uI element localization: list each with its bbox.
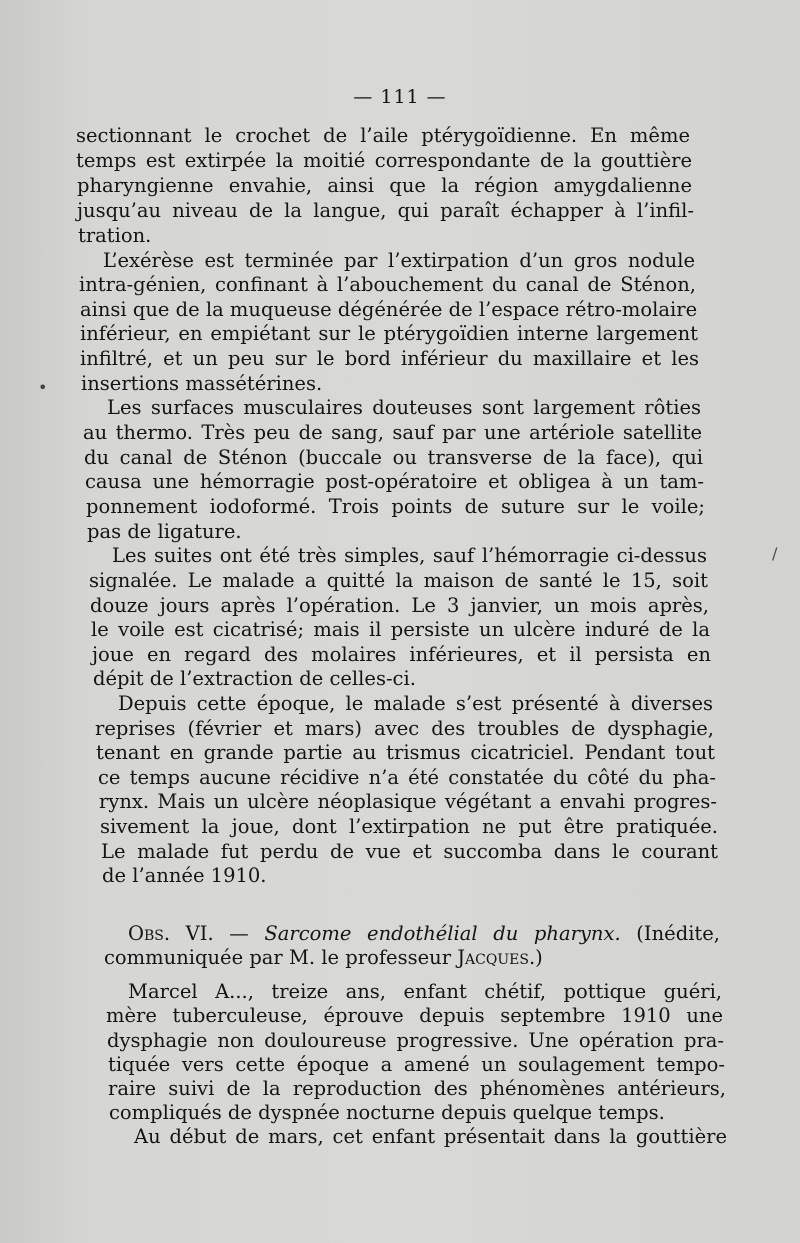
text-line: inférieur, en empiétant sur le ptérygoïdien interne largement <box>80 322 698 345</box>
page-number: — 111 — <box>353 86 447 108</box>
text-line: tenant en grande partie au trismus cicatriciel. Pendant tout <box>96 741 715 764</box>
text-line: ce temps aucune récidive n’a été constatée du côté du pha- <box>98 766 716 789</box>
text-line: rynx. Mais un ulcère néoplasique végétant a envahi progres- <box>99 790 717 813</box>
text-line: signalée. Le malade a quitté la maison de santé le 15, soit <box>89 569 708 592</box>
text-line: tration. <box>78 224 152 247</box>
text-line: ainsi que de la muqueuse dégénérée de l’espace rétro-molaire <box>80 298 698 321</box>
text-line: tiquée vers cette époque a amené un soulagement tempo- <box>108 1053 725 1076</box>
text-line: dysphagie non douloureuse progressive. Une opération pra- <box>107 1029 724 1052</box>
text-line: compliqués de dyspnée nocturne depuis quelque temps. <box>109 1101 665 1124</box>
text-line: sivement la joue, dont l’extirpation ne put être pratiquée. <box>100 815 718 838</box>
text-line: ponnement iodoformé. Trois points de suture sur le voile; <box>86 495 705 518</box>
text-line: infiltré, et un peu sur le bord inférieur du maxillaire et les <box>80 347 699 370</box>
text-line: pas de ligature. <box>87 520 242 543</box>
obs-note-start: (Inédite, <box>636 922 721 945</box>
text-line: mère tuberculeuse, éprouve depuis septembre 1910 une <box>106 1004 723 1027</box>
text-line: pharyngienne envahie, ainsi que la région amygdalienne <box>77 174 692 197</box>
margin-mark: / <box>772 544 778 563</box>
obs-note-end: .) <box>528 946 543 969</box>
obs-author: Jacques <box>457 946 529 969</box>
text-line: reprises (février et mars) avec des troubles de dysphagie, <box>95 717 714 740</box>
text-line: L’exérèse est terminée par l’extirpation d’un gros nodule <box>103 249 695 272</box>
obs-label: Obs. VI. <box>128 922 214 945</box>
text-line: intra-génien, confinant à l’abouchement du canal de Sténon, <box>79 273 696 296</box>
text-line: sectionnant le crochet de l’aile ptérygoïdienne. En même <box>76 124 690 147</box>
text-line: dépit de l’extraction de celles-ci. <box>93 667 416 690</box>
text-line: causa une hémorragie post-opératoire et obligea à un tam- <box>85 470 704 493</box>
text-line: Le malade fut perdu de vue et succomba dans le courant <box>101 840 718 863</box>
observation-heading-line2 <box>104 946 543 970</box>
text-line: Depuis cette époque, le malade s’est présenté à diverses <box>118 692 713 715</box>
obs-dash: — <box>229 922 249 945</box>
observation-heading <box>128 922 720 946</box>
text-line: joue en regard des molaires inférieures, et il persista en <box>92 643 711 666</box>
text-line: Les surfaces musculaires douteuses sont largement rôties <box>107 396 701 419</box>
obs-title: Sarcome endothélial du pharynx. <box>264 922 621 945</box>
text-line: Au début de mars, cet enfant présentait dans la gouttière <box>134 1125 727 1148</box>
text-line: Marcel A..., treize ans, enfant chétif, pottique guéri, <box>128 980 722 1003</box>
obs-note-text: communiquée par M. le professeur <box>104 946 452 969</box>
text-line: douze jours après l’opération. Le 3 janvier, un mois après, <box>90 594 709 617</box>
text-line: de l’année 1910. <box>102 864 267 887</box>
text-line: temps est extirpée la moitié correspondante de la gouttière <box>76 149 692 172</box>
text-line: du canal de Sténon (buccale ou transverse de la face), qui <box>84 446 703 469</box>
text-line: le voile est cicatrisé; mais il persiste un ulcère induré de la <box>91 618 710 641</box>
text-line: jusqu’au niveau de la langue, qui paraît échapper à l’infil- <box>77 199 694 222</box>
text-line: raire suivi de la reproduction des phénomènes antérieurs, <box>108 1077 726 1100</box>
text-line: Les suites ont été très simples, sauf l’hémorragie ci-dessus <box>112 544 707 567</box>
text-line: insertions massétérines. <box>81 372 323 395</box>
margin-mark: • <box>38 378 48 397</box>
text-line: au thermo. Très peu de sang, sauf par une artériole satellite <box>83 421 702 444</box>
